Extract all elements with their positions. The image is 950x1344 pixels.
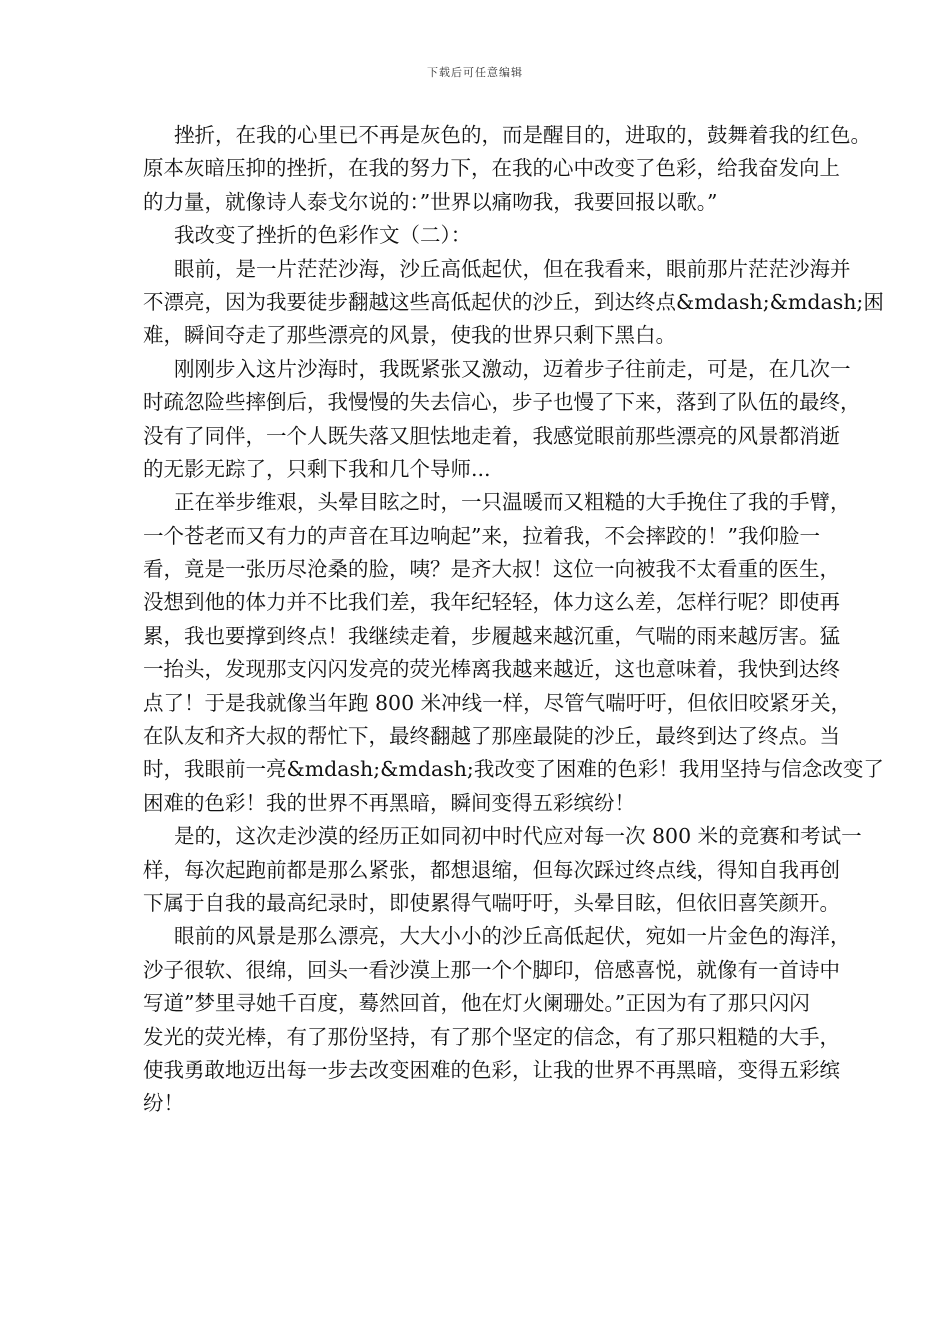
text-line: 时，我眼前一亮&mdash;&mdash;我改变了困难的色彩！我用坚持与信念改变了 (143, 757, 884, 782)
text-line: 样，每次起跑前都是那么紧张，都想退缩，但每次踩过终点线，得知自我再创 (143, 857, 840, 882)
text-line: 不漂亮，因为我要徒步翻越这些高低起伏的沙丘，到达终点&mdash;&mdash;困 (143, 289, 884, 314)
text-line: 点了！于是我就像当年跑 800 米冲线一样，尽管气喘吁吁，但依旧咬紧牙关， (143, 690, 852, 715)
document-body (143, 119, 884, 1121)
text-line: 一抬头，发现那支闪闪发亮的荧光棒离我越来越近，这也意味着，我快到达终 (143, 657, 840, 682)
text-line: 刚刚步入这片沙海时，我既紧张又激动，迈着步子往前走，可是，在几次一 (174, 356, 851, 381)
text-line: 挫折，在我的心里已不再是灰色的，而是醒目的，进取的，鼓舞着我的红色。 (174, 123, 871, 147)
text-line: 正在举步维艰，头晕目眩之时，一只温暖而又粗糙的大手挽住了我的手臂， (174, 490, 851, 515)
text-line: 没想到他的体力并不比我们差，我年纪轻轻，体力这么差，怎样行呢？即使再 (143, 590, 840, 615)
text-line: 一个苍老而又有力的声音在耳边响起”来，拉着我，不会摔跤的！”我仰脸一 (143, 523, 820, 548)
text-line: 下属于自我的最高纪录时，即使累得气喘吁吁，头晕目眩，但依旧喜笑颜开。 (143, 890, 840, 915)
text-line: 没有了同伴，一个人既失落又胆怯地走着，我感觉眼前那些漂亮的风景都消逝 (143, 423, 840, 448)
text-line: 困难的色彩！我的世界不再黑暗，瞬间变得五彩缤纷！ (143, 790, 635, 815)
text-line: 使我勇敢地迈出每一步去改变困难的色彩，让我的世界不再黑暗，变得五彩缤 (143, 1057, 840, 1082)
text-line: 眼前，是一片茫茫沙海，沙丘高低起伏，但在我看来，眼前那片茫茫沙海并 (174, 256, 851, 281)
section-heading: 我改变了挫折的色彩作文（二）： (174, 223, 472, 248)
text-line: 在队友和齐大叔的帮忙下，最终翻越了那座最陡的沙丘，最终到达了终点。当 (143, 724, 840, 749)
text-line: 的力量，就像诗人泰戈尔说的：”世界以痛吻我，我要回报以歌。” (143, 189, 718, 214)
text-line: 是的，这次走沙漠的经历正如同初中时代应对每一次 800 米的竞赛和考试一 (174, 824, 862, 849)
text-line: 发光的荧光棒，有了那份坚持，有了那个坚定的信念，有了那只粗糙的大手， (143, 1024, 840, 1049)
text-line: 难，瞬间夺走了那些漂亮的风景，使我的世界只剩下黑白。 (143, 323, 676, 348)
text-line: 看，竟是一张历尽沧桑的脸，咦？是齐大叔！这位一向被我不太看重的医生， (143, 557, 840, 582)
text-line: 眼前的风景是那么漂亮，大大小小的沙丘高低起伏，宛如一片金色的海洋， (174, 924, 851, 949)
text-line: 累，我也要撑到终点！我继续走着，步履越来越沉重，气喘的雨来越厉害。猛 (143, 623, 840, 648)
text-line: 时疏忽险些摔倒后，我慢慢的失去信心，步子也慢了下来，落到了队伍的最终， (143, 390, 861, 415)
text-line: 原本灰暗压抑的挫折，在我的努力下，在我的心中改变了色彩，给我奋发向上 (143, 156, 840, 181)
text-line: 纷！ (143, 1091, 184, 1116)
text-line: 的无影无踪了，只剩下我和几个导师... (143, 456, 491, 481)
text-line: 沙子很软、很绵，回头一看沙漠上那一个个脚印，倍感喜悦，就像有一首诗中 (143, 957, 840, 982)
page-header-note: 下载后可任意编辑 (427, 66, 523, 79)
text-line: 写道”梦里寻她千百度，蓦然回首，他在灯火阑珊处。”正因为有了那只闪闪 (143, 991, 810, 1016)
